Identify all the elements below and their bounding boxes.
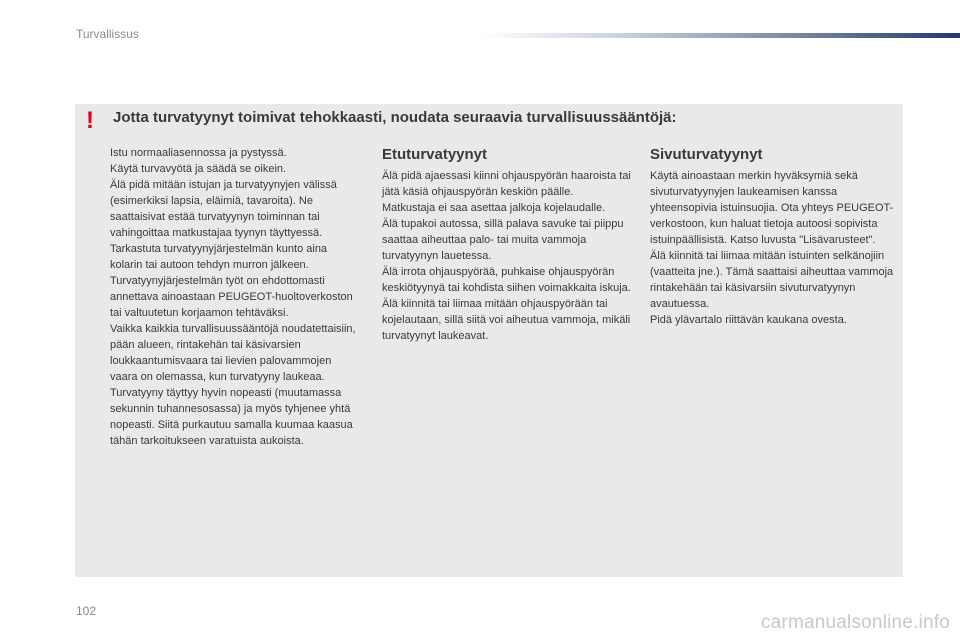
page-number: 102	[76, 604, 97, 618]
section-label: Turvallissus	[76, 27, 139, 41]
general-safety-text: Istu normaaliasennossa ja pystyssä. Käytä turvavyötä ja säädä se oikein. Älä pidä mitään istujan ja turvatyynyjen välissä (esimerkiksi lapsia, eläimiä, tavaroita). Ne saattaisivat estää turvatyynyn toiminnan tai vahingoittaa matkustajaa tyynyn täyttyessä. Tarkastuta turvatyynyjärjestelmän kunto aina kolarin tai autoon tehdyn murron jälkeen. Turvatyynyjärjestelmän työt on ehdottomasti annettava ainoastaan PEUGEOT-huoltoverkoston tai valtuutetun korjaamon tehtäväksi. Vaikka kaikkia turvallisuussääntöjä noudatettaisiin, pään alueen, rintakehän tai käsivarsien loukkaantumisvaara tai lievien palovammojen vaara on olemassa, kun turvatyyny laukeaa. Turvatyyny täyttyy hyvin nopeasti (muutamassa sekunnin tuhannesosassa) ja myös tyhjenee yhtä nopeasti. Siitä purkautuu samalla kuumaa kaasua tähän tarkoitukseen varatuista aukoista.	[110, 147, 356, 447]
front-airbags-heading: Etuturvatyynyt	[382, 146, 488, 163]
exclamation-icon: !	[86, 107, 94, 134]
watermark: carmanualsonline.info	[760, 612, 950, 633]
header-bar	[480, 33, 960, 38]
side-airbags-heading: Sivuturvatyynyt	[650, 146, 763, 163]
front-airbags-text: Älä pidä ajaessasi kiinni ohjauspyörän haaroista tai jätä käsiä ohjauspyörän keskiön päälle. Matkustaja ei saa asettaa jalkoja kojelaudalle. Älä tupakoi autossa, sillä palava savuke tai piippu saattaa aiheuttaa palo- tai muita vammoja turvatyynyn lauetessa. Älä irrota ohjauspyörää, puhkaise ohjauspyörän keskiötyynyä tai kohdista siihen voimakkaita iskuja. Älä kiinnitä tai liimaa mitään ohjauspyörään tai kojelautaan, sillä siitä voi aiheutua vammoja, mikäli turvatyynyt laukeavat.	[382, 170, 631, 342]
side-airbags-text: Käytä ainoastaan merkin hyväksymiä sekä sivuturvatyynyjen laukeamisen kanssa yhteensopivia istuinsuojia. Ota yhteys PEUGEOT-verkostoon, kun haluat tietoja autoosi sopivista istuinpäällisistä. Katso luvusta "Lisävarusteet". Älä kiinnitä tai liimaa mitään istuinten selkänojiin (vaatteita jne.). Tämä saattaisi aiheuttaa vammoja rintakehään tai käsivarsiin sivuturvatyynyn avautuessa. Pidä ylävartalo riittävän kaukana ovesta.	[650, 170, 894, 326]
panel-title: Jotta turvatyynyt toimivat tehokkaasti, noudata seuraavia turvallisuussääntöjä:	[113, 109, 677, 126]
